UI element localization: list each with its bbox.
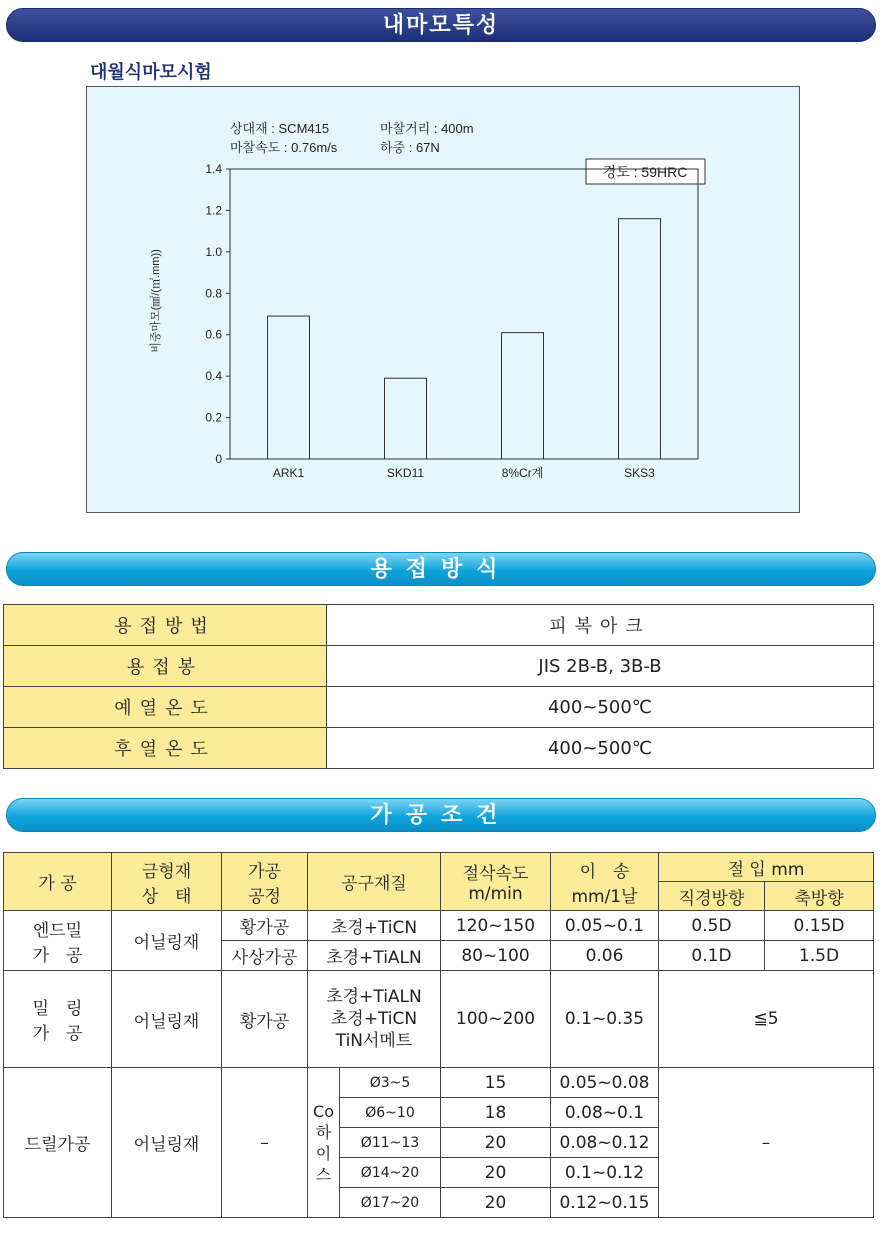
machining-table [3,852,874,1218]
drill-diameter: Ø11~13 [340,1128,441,1158]
x-category-label: ARK1 [272,466,305,480]
header-depth: 절 입 mm [659,853,874,882]
condition-load: 하중 : 67N [380,140,440,155]
table-row [4,1068,874,1098]
bar-3 [502,333,544,459]
welding-table [3,604,874,769]
endmill-feed: 0.05~0.1 [551,911,659,941]
x-category-label: SKD11 [386,466,425,480]
hardness-label: 경도 : 59HRC [602,164,688,180]
header-speed-line1: 절삭속도 [462,864,529,884]
table-row [4,687,874,728]
table-header-row [4,853,874,882]
endmill-process-line2: 가 공 [32,945,83,966]
drill-speed: 18 [441,1098,551,1128]
condition-speed: 마찰속도 : 0.76m/s [230,140,338,155]
postheat-temp-value: 400~500℃ [327,728,874,769]
endmill-speed: 120~150 [441,911,551,941]
drill-speed: 15 [441,1068,551,1098]
drill-diameter: Ø6~10 [340,1098,441,1128]
milling-tool-2: 초경+TiCN [330,1009,418,1029]
drill-feed: 0.08~0.1 [551,1098,659,1128]
header-step [222,853,308,911]
y-tick-label: 0.4 [205,369,222,384]
wear-test-subtitle: 대월식마모시험 [90,62,212,83]
y-tick-label: 1.0 [205,244,222,259]
drill-tool [308,1068,340,1218]
endmill-process [4,911,112,971]
header-tool: 공구재질 [308,853,441,911]
condition-counterpart: 상대재 : SCM415 [230,121,330,136]
header-mold-state [112,853,222,911]
y-tick-label: 0.8 [205,286,222,301]
drill-diameter: Ø14~20 [340,1158,441,1188]
milling-tool-3: TiN서메트 [335,1031,413,1051]
endmill-speed: 80~100 [441,941,551,971]
header-feed-line2: mm/1날 [571,886,638,907]
drill-diameter: Ø3~5 [340,1068,441,1098]
endmill-tool: 초경+TiALN [308,941,441,971]
drill-tool-line1: Co [313,1101,334,1121]
drill-feed: 0.1~0.12 [551,1158,659,1188]
drill-tool-line3: 이 [315,1143,332,1163]
bar-2 [385,378,427,459]
table-row [4,728,874,769]
header-speed [441,853,551,911]
milling-depth: ≦5 [659,971,874,1068]
header-step-line1: 가공 [248,861,281,882]
drill-diameter: Ø17~20 [340,1188,441,1218]
milling-process-line2: 가 공 [32,1024,83,1044]
endmill-axial: 0.15D [765,911,874,941]
milling-tools [308,971,441,1068]
endmill-radial: 0.5D [659,911,765,941]
wear-banner: 내마모특성 [6,8,876,42]
milling-step: 황가공 [222,971,308,1068]
condition-distance: 마찰거리 : 400m [380,121,474,136]
x-category-label: 8%Cr계 [501,466,544,480]
drill-depth: – [659,1068,874,1218]
drill-speed: 20 [441,1188,551,1218]
header-radial: 직경방향 [659,882,765,911]
table-row [4,971,874,1068]
drill-speed: 20 [441,1128,551,1158]
machining-banner: 가공조건 [6,798,876,832]
endmill-state: 어닐링재 [112,911,222,971]
welding-rod-label: 용접봉 [4,646,327,687]
welding-rod-value: JIS 2B-B, 3B-B [327,646,874,687]
endmill-process-line1: 엔드밀 [32,920,83,941]
endmill-tool: 초경+TiCN [308,911,441,941]
endmill-step: 황가공 [222,911,308,941]
table-row [4,605,874,646]
bar-4 [619,219,661,459]
y-tick-label: 0 [215,452,222,466]
milling-state: 어닐링재 [112,971,222,1068]
drill-feed: 0.05~0.08 [551,1068,659,1098]
table-row [4,911,874,941]
drill-tool-line2: 하 [315,1122,332,1142]
drill-feed: 0.12~0.15 [551,1188,659,1218]
milling-speed: 100~200 [441,971,551,1068]
header-feed-line1: 이 송 [579,861,630,882]
endmill-feed: 0.06 [551,941,659,971]
header-feed [551,853,659,911]
header-step-line2: 공정 [248,886,281,907]
header-speed-line2: m/min [468,884,523,904]
milling-process-line1: 밀 링 [32,999,83,1019]
drill-tool-line4: 스 [315,1164,332,1184]
header-axial: 축방향 [765,882,874,911]
welding-method-value: 피복아크 [327,605,874,646]
welding-banner: 용접방식 [6,552,876,586]
y-tick-label: 1.2 [205,203,222,218]
milling-process [4,971,112,1068]
drill-process: 드릴가공 [4,1068,112,1218]
y-axis-label: 비중마모(㎟/(㎡.mm)) [150,249,162,353]
table-row [4,646,874,687]
drill-feed: 0.08~0.12 [551,1128,659,1158]
welding-method-label: 용접방법 [4,605,327,646]
header-process: 가 공 [4,853,112,911]
endmill-axial: 1.5D [765,941,874,971]
endmill-step: 사상가공 [222,941,308,971]
y-tick-label: 0.2 [205,410,222,425]
y-tick-label: 0.6 [205,327,222,342]
y-tick-label: 1.4 [205,162,222,176]
preheat-temp-label: 예열온도 [4,687,327,728]
drill-state: 어닐링재 [112,1068,222,1218]
header-mold-state-line1: 금형재 [141,861,192,882]
drill-speed: 20 [441,1158,551,1188]
wear-bar-chart [87,87,801,514]
milling-feed: 0.1~0.35 [551,971,659,1068]
preheat-temp-value: 400~500℃ [327,687,874,728]
milling-tool-1: 초경+TiALN [326,987,422,1007]
header-mold-state-line2: 상 태 [141,886,192,907]
endmill-radial: 0.1D [659,941,765,971]
wear-chart-panel [86,86,800,513]
bar-1 [268,316,310,459]
postheat-temp-label: 후열온도 [4,728,327,769]
drill-step: – [222,1068,308,1218]
x-category-label: SKS3 [624,466,655,480]
